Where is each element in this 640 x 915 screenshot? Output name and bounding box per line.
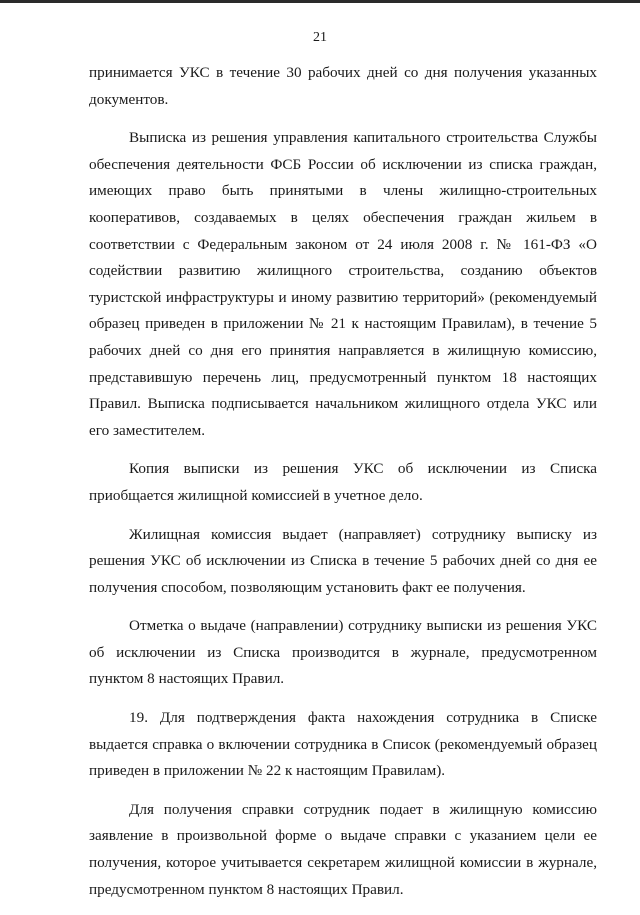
paragraph-continuation: принимается УКС в течение 30 рабочих дней со дня получения указанных документов. [89,64,597,108]
paragraph-certificate-request: Для получения справки сотрудник подает в жилищную комиссию заявление в произвольной форме о выдаче справки с указанием цели ее получения, которое учитывается секретарем жилищной комиссии в журнале, предусмотренном пунктом 8 настоящих Правил. [89,800,597,898]
paragraph-clause-19: 19. Для подтверждения факта нахождения сотрудника в Списке выдается справка о включении сотрудника в Список (рекомендуемый образец приведен в приложении № 22 к настоящим Правилам). [89,709,597,780]
page-number: 21 [313,30,327,45]
paragraph-extract-decision: Выписка из решения управления капитального строительства Службы обеспечения деятельности ФСБ России об исключении из списка граждан, имеющих право быть принятыми в члены жилищно-строительных кооперативов, создаваемых в целях обеспечения граждан жильем в соответствии с Федеральным законом от 24 июля 2008 г. № 161-ФЗ «О содействии развитию жилищного строительства, созданию объектов туристской инфраструктуры и иному развитию территорий» (рекомендуемый образец приведен в приложении № 21 к настоящим Правилам), в течение 5 рабочих дней со дня его принятия направляется в жилищную комиссию, представившую перечень лиц, предусмотренный пунктом 18 настоящих Правил. Выписка подписывается начальником жилищного отдела УКС или его заместителем. [89,129,597,439]
top-border-rule [0,0,640,3]
paragraph-copy-extract: Копия выписки из решения УКС об исключении из Списка приобщается жилищной комиссией в учетное дело. [89,460,597,504]
paragraph-commission-issues: Жилищная комиссия выдает (направляет) сотруднику выписку из решения УКС об исключении из Списка в течение 5 рабочих дней со дня ее получения способом, позволяющим установить факт ее получения. [89,525,597,596]
paragraph-mark-issue: Отметка о выдаче (направлении) сотруднику выписки из решения УКС об исключении из Списка производится в журнале, предусмотренном пунктом 8 настоящих Правил. [89,617,597,688]
document-body [89,60,597,915]
